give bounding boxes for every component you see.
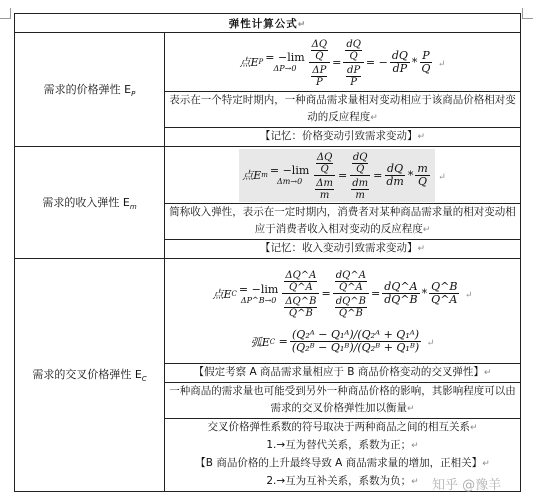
desc-income-elasticity [165,204,521,240]
multiply-sign: * [411,55,418,69]
frac-den: Q [418,174,428,188]
formula-lhs: 点E [239,56,259,69]
paragraph-mark: ↵ [422,225,431,235]
row-label-text: 需求的交叉价格弹性 E [32,368,142,382]
fraction-qb-qa [429,281,459,306]
note-cross-assumption [165,364,521,383]
paragraph-mark: ↵ [411,441,419,451]
limit-subscript: Δm→0 [277,177,303,186]
limit-subscript: ΔP^B→0 [240,295,277,305]
paragraph-mark: ↵ [469,423,478,433]
fraction-delta [313,150,336,201]
frac-den-top: Δm [316,177,333,189]
note-income-elasticity [165,240,521,259]
watermark-text: 知乎 @豫羊 [432,478,502,493]
frac-den-bot: P [350,76,357,88]
assumption-note-text: 【假定考察 A 商品需求量相应于 B 商品价格变动的交叉弹性】 [193,366,484,378]
row-label-subscript: C [141,375,147,384]
paragraph-mark: ↵ [482,459,490,469]
formula-lhs-sub: m [261,171,268,179]
table-row [15,33,521,92]
fraction-p-q [419,50,432,75]
limit-operator [239,283,278,305]
frac-den-top: ΔQ^B [285,296,317,307]
equals-sign: = − [365,55,388,69]
frac-den-bot: m [355,189,365,201]
row-label-income-elasticity [15,147,165,259]
frac-num-bot: Q [356,163,365,175]
limit-text: = −lim [238,282,279,296]
frac-num: P [422,48,430,62]
fraction-m-q [415,163,429,188]
page-corner-mark [522,8,533,19]
paragraph-mark: ↵ [297,19,307,30]
limit-subscript: ΔP→0 [273,64,297,73]
arc-denominator: (Q₂ᴮ − Q₁ᴮ)/(Q₂ᴮ + Q₁ᴮ) [291,341,420,354]
frac-den: dQ^B [384,293,418,306]
formula-price-point: 点E P = −lim ΔP→0 $\frac{\frac{\Delta Q}{Q}}{\frac{\Delta P}{P}}$ = $\frac{\frac{dQ}{Q}}{\frac{dP}{P}}$ = − $\frac{dQ}{dP}$ * $\frac{P}{Q}$ ↵ [165,33,521,92]
row-label-price-elasticity [15,33,165,147]
paragraph-mark: ↵ [437,59,446,69]
frac-num-top: dQ [346,38,361,50]
arc-fraction [290,329,421,354]
desc-price-elasticity [165,92,521,128]
row-label-cross-elasticity [15,259,165,492]
frac-num-bot: Q^A [288,282,313,293]
paragraph-mark: ↵ [406,404,415,414]
row-label-text: 需求的价格弹性 E [43,82,132,96]
frac-num-top: dQ^A [335,270,366,281]
frac-den-top: dm [352,177,369,189]
paragraph-mark: ↵ [370,113,378,123]
page-corner-mark [0,8,11,19]
frac-num-bot: Q [349,50,358,62]
formula-lhs: 点E [242,169,262,182]
memory-note-text: 【记忆：收入变动引致需求变动】 [259,242,418,254]
formula-income-point: 点E m = −lim Δm→0 $\frac{\frac{\Delta Q}{Q}}{\frac{\Delta m}{m}}$ = $\frac{\frac{dQ}{Q}}{\frac{dm}{m}}$ = $\frac{dQ}{dm}$ * $\frac{m}{Q}$ ↵ [165,147,521,204]
sign-rule-line: 交叉价格弹性系数的符号取决于两种商品之间的相互关系 [207,421,470,433]
equals-sign: = [371,287,381,300]
table-title-text: 弹性计算公式 [228,17,298,30]
sign-rule-line: 【B 商品价格的上升最终导致 A 商品需求量的增加，正相关】 [195,457,483,469]
arc-formula-lhs: 弧E [250,335,270,349]
frac-den: Q^A [431,293,458,306]
frac-num: dQ [391,48,408,62]
table-row [15,147,521,204]
frac-num: Q^B [431,280,458,293]
fraction-derivative [343,37,364,88]
frac-num: dQ [387,161,404,175]
formula-lhs: 点E [212,287,232,301]
frac-num-top: ΔQ^A [285,270,317,281]
frac-num-top: ΔQ [311,38,328,50]
fraction-dqa-dqb [382,281,419,306]
description-text: 表示在一个特定时期内，一种商品需求量相对变动相应于该商品价格相对变动的反应程度 [169,94,516,123]
frac-num-bot: Q [320,163,329,175]
paragraph-mark: ↵ [417,244,426,254]
frac-den-bot: m [319,189,330,201]
desc-cross-elasticity [165,383,521,419]
description-text: 一种商品的需求量也可能受到另外一种商品价格的影响，其影响程度可以由需求的交叉价格弹性加以衡量 [169,385,516,414]
fraction-delta [282,268,319,319]
frac-den: Q [421,61,431,75]
paragraph-mark: ↵ [438,172,446,182]
formula-lhs-sub: C [231,289,237,298]
fraction-derivative [333,268,369,319]
description-text: 简称收入弹性，表示在一定时期内，消费者对某种商品需求量的相对变动相应于消费者收入相对变动的反应程度 [169,206,516,235]
formula-cross-point-and-arc: 点E C = −lim ΔP^B→0 $\frac{\frac{\Delta Q\^{}A}{Q\^{}A}}{\frac{\Delta Q\^{}B}{Q\^{}B}}$ = $\frac{\frac{dQ\^{}A}{Q\^{}A}}{\frac{dQ\^{}B}{Q\^{}B}}$ = $\frac{dQ\^{}A}{dQ\^{}B}$ * $\frac{Q\^{}B}{Q\^{}A}$ ↵ 弧E C = $\frac{\text{(Q₂ᴬ − Q₁ᴬ)/(Q₂ᴬ + Q₁ᴬ)}}{\text{(Q₂ᴮ − Q₁ᴮ)/(Q₂ᴮ + Q₁ᴮ)}}$ ↵ [165,259,521,364]
multiply-sign: * [421,287,428,300]
table-title-row [15,14,521,33]
limit-operator [270,164,309,186]
frac-den-bot: Q^B [338,308,363,319]
arc-numerator: (Q₂ᴬ − Q₁ᴬ)/(Q₂ᴬ + Q₁ᴬ) [292,328,420,341]
formula-lhs-sub: P [258,58,264,66]
table-row [15,259,521,364]
equals-sign: = [373,168,383,182]
frac-den-top: ΔP [312,64,327,76]
frac-den-top: dQ^B [335,296,367,307]
memory-note-text: 【记忆：价格变动引致需求变动】 [259,130,418,142]
paragraph-mark: ↵ [426,338,435,349]
paragraph-mark: ↵ [483,368,492,378]
frac-num-top: ΔQ [316,151,333,163]
elasticity-table [14,13,521,492]
paragraph-mark: ↵ [417,132,426,142]
limit-text: = −lim [265,51,305,64]
frac-den-top: dP [347,64,361,76]
fraction-delta [309,37,330,88]
frac-num-bot: Q [315,50,324,62]
table-title [15,14,521,33]
sign-rule-line: 2.→互为互补关系，系数为负； [266,475,412,487]
row-label-subscript: P [131,90,136,99]
note-price-elasticity [165,128,521,147]
fraction-dq-dm [384,163,405,188]
limit-text: = −lim [269,164,310,177]
fraction-dq-dp [390,50,410,75]
frac-den-bot: Q^B [288,308,313,319]
paragraph-mark: ↵ [411,477,419,487]
frac-num-bot: Q^A [338,282,363,293]
frac-num: m [417,161,428,175]
limit-operator [265,51,304,73]
paragraph-mark: ↵ [464,290,473,301]
row-label-subscript: m [129,203,137,212]
multiply-sign: * [407,168,414,182]
row-label-text: 需求的收入弹性 E [42,195,130,209]
frac-den-bot: P [316,76,323,88]
frac-den: dm [386,174,404,188]
sign-rule-line: 1.→互为替代关系，系数为正； [266,439,412,451]
frac-num-top: dQ [352,151,368,163]
fraction-derivative [349,150,371,201]
arc-formula-lhs-sub: C [269,337,276,346]
frac-den: dP [392,61,408,75]
frac-num: dQ^A [384,280,418,293]
